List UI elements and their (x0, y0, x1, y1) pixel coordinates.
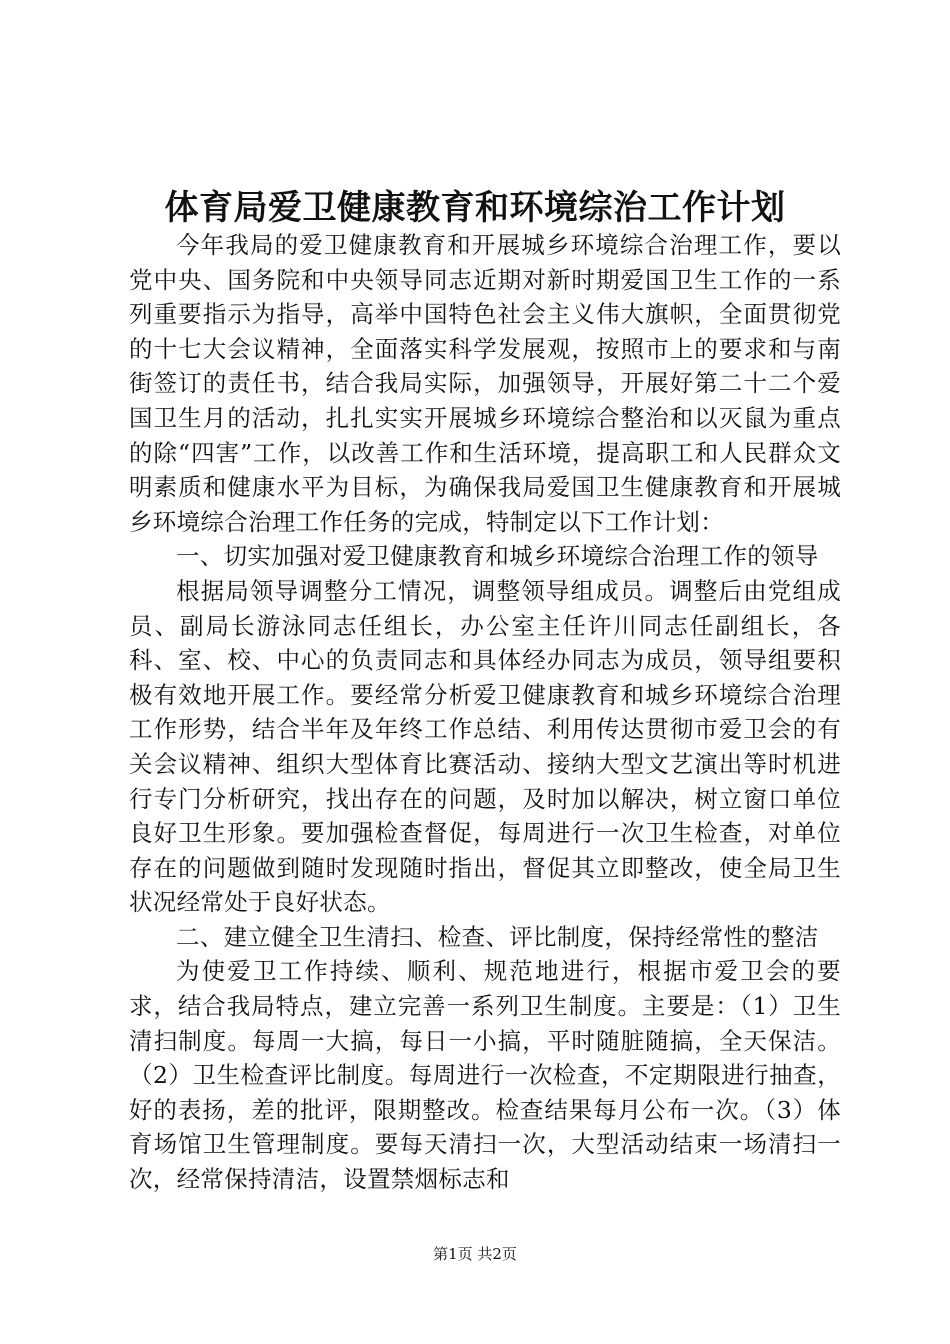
section-heading-2: 二、建立健全卫生清扫、检查、评比制度，保持经常性的整洁 (176, 922, 819, 951)
paragraph-section-1: 根据局领导调整分工情况，调整领导组成员。调整后由党组成员、副局长游泳同志任组长，办公室主任许川同志任副组长，各科、室、校、中心的负责同志和具体经办同志为成员，领导组要积极有效地开展工作。要经常分析爱卫健康教育和城乡环境综合治理工作形势，结合半年及年终工作总结、利用传达贯彻市爱卫会的有关会议精神、组织大型体育比赛活动、接纳大型文艺演出等时机进行专门分析研究，找出存在的问题，及时加以解决，树立窗口单位良好卫生形象。要加强检查督促，每周进行一次卫生检查，对单位存在的问题做到随时发现随时指出，督促其立即整改，使全局卫生状况经常处于良好状态。 (129, 576, 841, 917)
section-heading-1: 一、切实加强对爱卫健康教育和城乡环境综合治理工作的领导 (176, 542, 819, 571)
paragraph-section-2: 为使爱卫工作持续、顺利、规范地进行，根据市爱卫会的要求，结合我局特点，建立完善一系列卫生制度。主要是：（1）卫生清扫制度。每周一大搞，每日一小搞，平时随脏随搞，全天保洁。（2）卫生检查评比制度。每周进行一次检查，不定期限进行抽查，好的表扬，差的批评，限期整改。检查结果每月公布一次。（3）体育场馆卫生管理制度。要每天清扫一次，大型活动结束一场清扫一次，经常保持清洁，设置禁烟标志和 (129, 957, 841, 1194)
document-body (129, 228, 841, 1197)
page-footer: 第1页 共2页 (433, 1245, 517, 1263)
document-title: 体育局爱卫健康教育和环境综治工作计划 (164, 188, 786, 228)
paragraph-intro: 今年我局的爱卫健康教育和开展城乡环境综合治理工作，要以党中央、国务院和中央领导同志近期对新时期爱国卫生工作的一系列重要指示为指导，高举中国特色社会主义伟大旗帜，全面贯彻党的十七大会议精神，全面落实科学发展观，按照市上的要求和与南街签订的责任书，结合我局实际，加强领导，开展好第二十二个爱国卫生月的活动，扎扎实实开展城乡环境综合整治和以灭鼠为重点的除“四害”工作，以改善工作和生活环境，提高职工和人民群众文明素质和健康水平为目标，为确保我局爱国卫生健康教育和开展城乡环境综合治理工作任务的完成，特制定以下工作计划： (129, 231, 841, 536)
